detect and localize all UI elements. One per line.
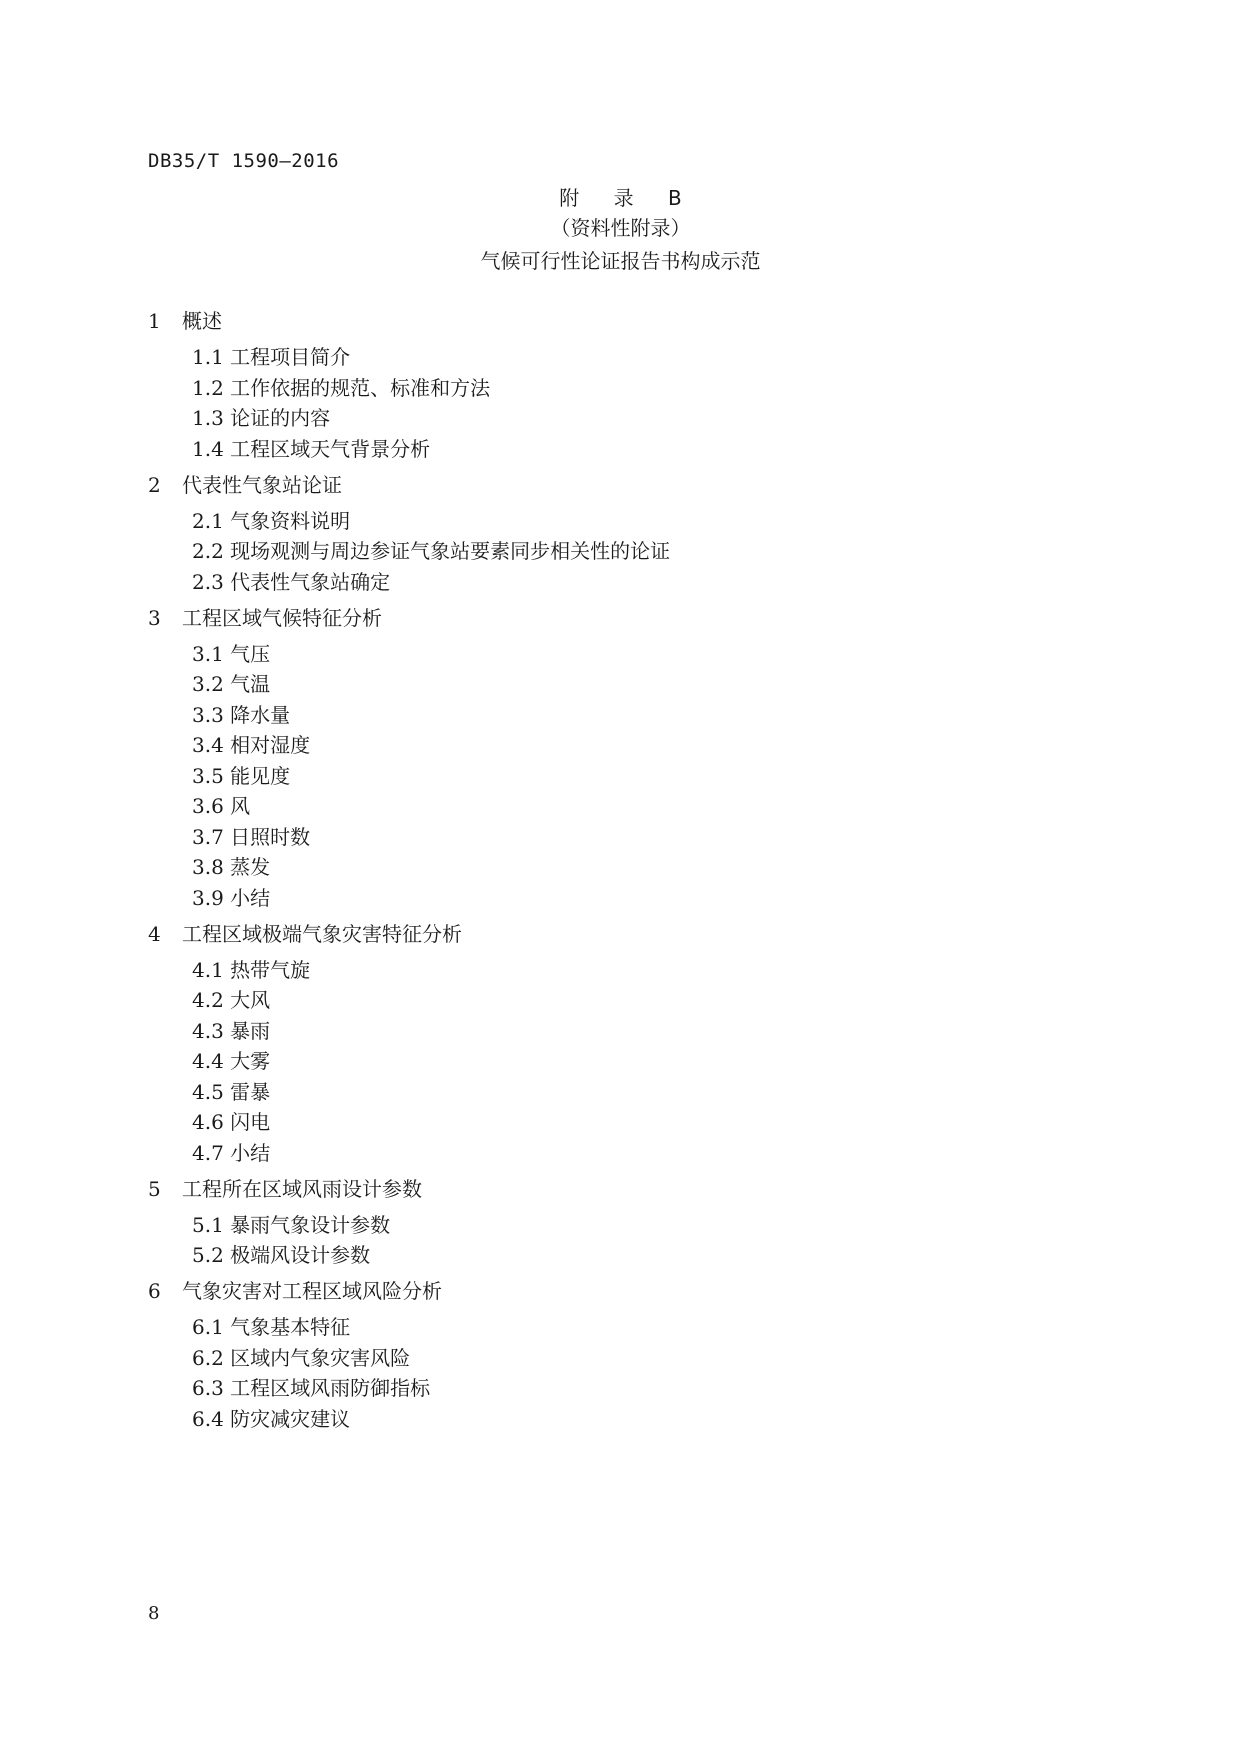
toc-section-number: 4 [148, 921, 161, 946]
toc-subsection: 4.7 小结 [192, 1140, 271, 1165]
toc-section-title: 工程区域极端气象灾害特征分析 [182, 921, 462, 946]
toc-subsection: 4.1 热带气旋 [192, 957, 311, 982]
toc-subsection: 6.1 气象基本特征 [192, 1315, 351, 1339]
toc-subsection: 5.1 暴雨气象设计参数 [192, 1212, 391, 1237]
toc-section [148, 918, 462, 947]
toc-subsection: 2.1 气象资料说明 [192, 508, 351, 533]
toc-section [148, 602, 382, 631]
toc-subsection: 3.8 蒸发 [192, 855, 271, 879]
toc-subsection: 3.1 气压 [192, 641, 271, 666]
toc-section-title: 气象灾害对工程区域风险分析 [182, 1279, 442, 1303]
toc-section-number: 2 [148, 472, 161, 497]
toc-subsection: 1.2 工作依据的规范、标准和方法 [192, 375, 491, 400]
toc-section-title: 工程所在区域风雨设计参数 [182, 1176, 422, 1201]
toc-subsection: 4.5 雷暴 [192, 1079, 271, 1104]
appendix-title: 附 录 B [559, 186, 696, 210]
toc-subsection: 3.9 小结 [192, 885, 271, 910]
toc-section-number: 5 [148, 1176, 161, 1201]
toc-subsection: 3.2 气温 [192, 672, 271, 696]
toc-subsection: 6.2 区域内气象灾害风险 [192, 1345, 411, 1370]
toc-subsection: 1.4 工程区域天气背景分析 [192, 436, 431, 461]
toc-subsection: 4.3 暴雨 [192, 1018, 271, 1043]
toc-subsection: 3.7 日照时数 [192, 824, 311, 849]
toc-subsection: 1.1 工程项目简介 [192, 345, 351, 369]
toc-section-number: 6 [148, 1279, 161, 1303]
toc-section-title: 代表性气象站论证 [182, 472, 342, 497]
toc-section-number: 1 [148, 309, 161, 333]
toc-section-title: 工程区域气候特征分析 [182, 605, 382, 630]
toc-subsection: 5.2 极端风设计参数 [192, 1243, 371, 1267]
toc-section [148, 305, 222, 334]
toc-subsection: 3.5 能见度 [192, 763, 291, 788]
toc-subsection: 4.6 闪电 [192, 1110, 271, 1134]
toc-subsection: 3.4 相对湿度 [192, 733, 311, 757]
toc-subsection: 3.6 风 [192, 794, 251, 818]
toc-section [148, 1173, 422, 1202]
appendix-type: （资料性附录） [550, 216, 691, 240]
appendix-subject: 气候可行性论证报告书构成示范 [480, 249, 761, 273]
standard-code: DB35/T 1590—2016 [148, 150, 340, 172]
toc-section-number: 3 [148, 605, 161, 630]
toc-section [148, 469, 342, 498]
page-number: 8 [148, 1603, 160, 1624]
toc-section [148, 1275, 442, 1304]
toc-subsection: 6.3 工程区域风雨防御指标 [192, 1376, 431, 1400]
toc-subsection: 1.3 论证的内容 [192, 406, 331, 430]
toc-subsection: 4.2 大风 [192, 988, 271, 1012]
toc-section-title: 概述 [182, 309, 222, 333]
toc-subsection: 6.4 防灾减灾建议 [192, 1406, 351, 1431]
toc-subsection: 4.4 大雾 [192, 1049, 271, 1073]
toc-subsection: 2.2 现场观测与周边参证气象站要素同步相关性的论证 [192, 539, 671, 563]
toc-subsection: 3.3 降水量 [192, 702, 291, 727]
toc-subsection: 2.3 代表性气象站确定 [192, 569, 391, 594]
